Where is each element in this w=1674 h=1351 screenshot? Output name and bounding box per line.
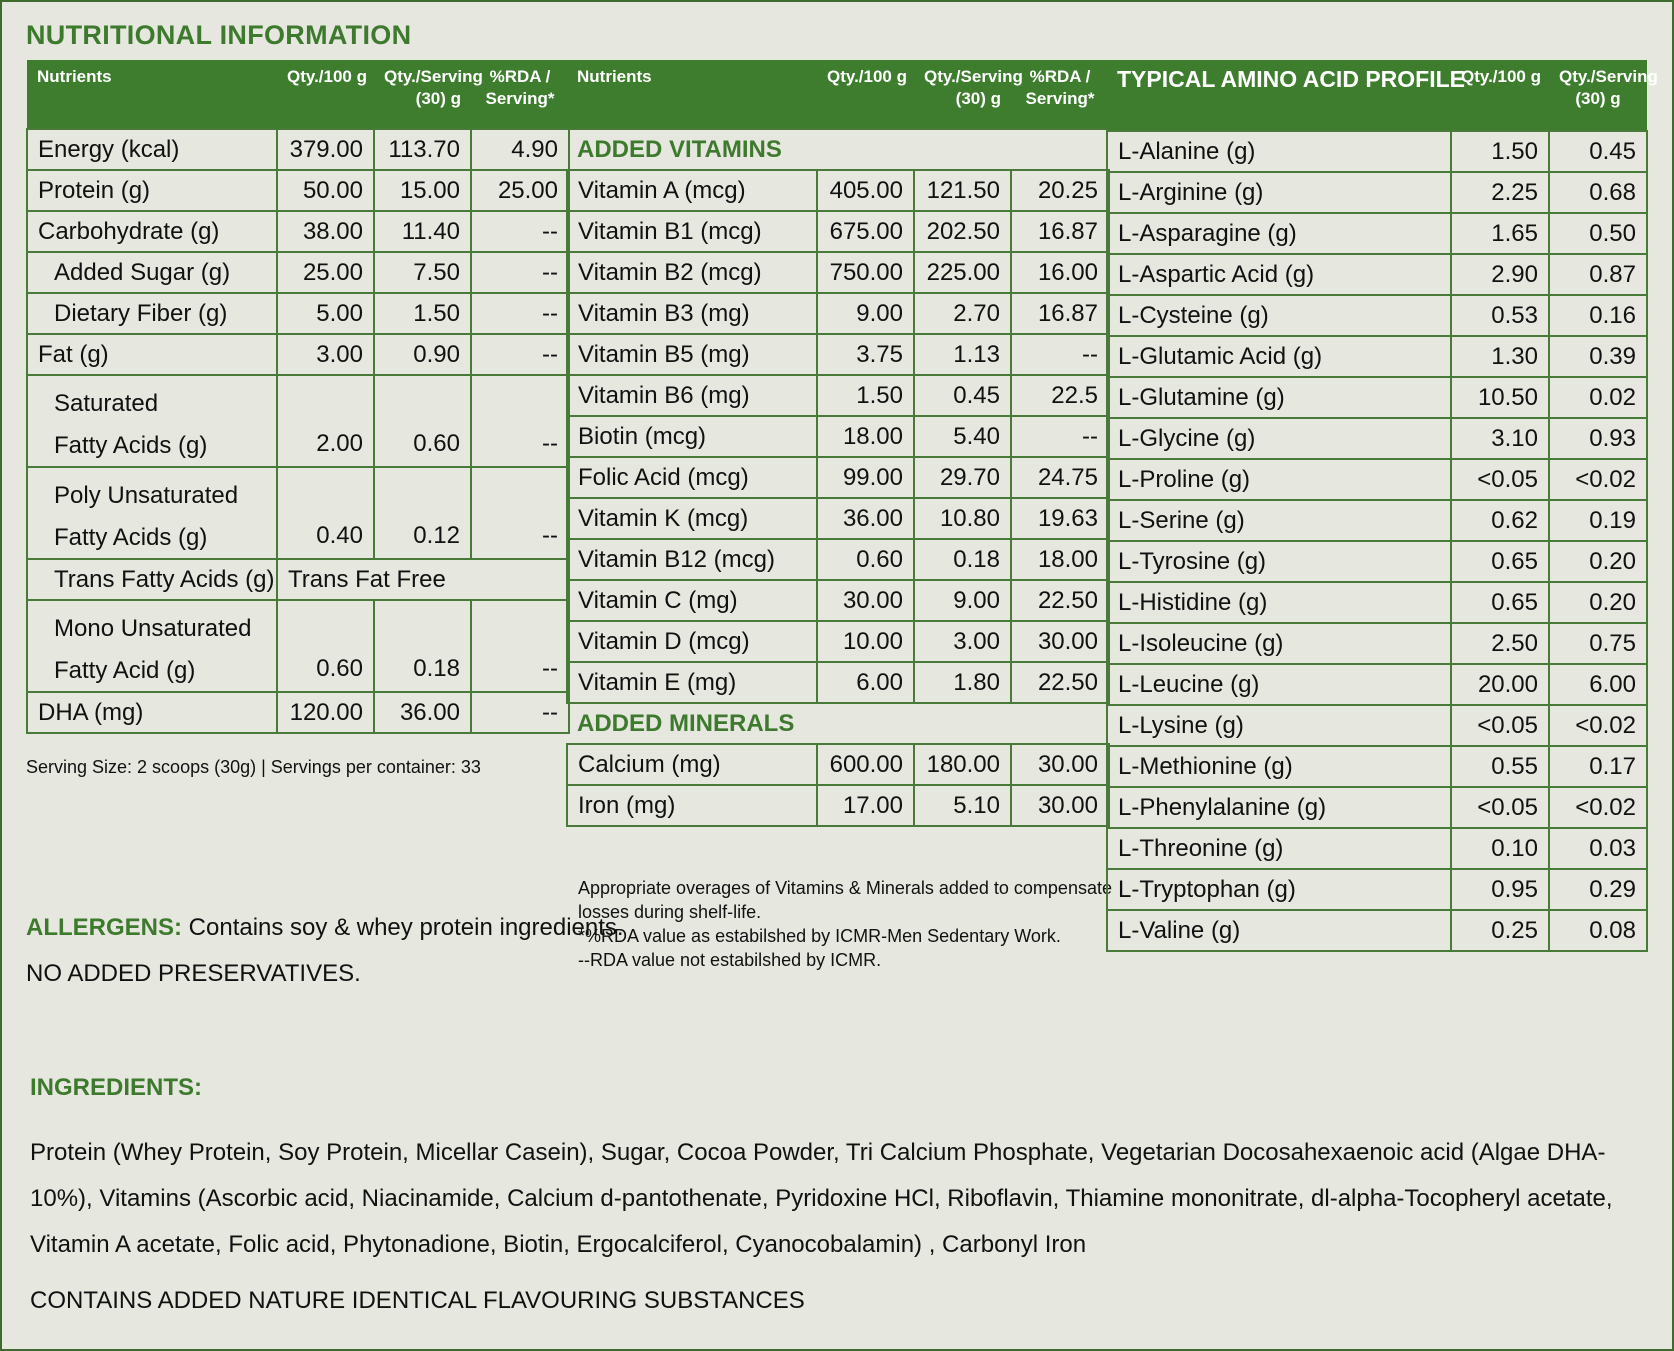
section-title-vitamins: ADDED VITAMINS <box>567 129 1109 170</box>
table-row <box>1107 254 1647 295</box>
qty-100g: 1.50 <box>817 375 914 416</box>
qty-100g: <0.05 <box>1451 705 1549 746</box>
header-qty-100g: Qty./100 g <box>277 60 374 129</box>
table-row <box>27 170 569 211</box>
qty-100g: 20.00 <box>1451 664 1549 705</box>
qty-100g: 0.95 <box>1451 869 1549 910</box>
qty-100g: 0.60 <box>277 600 374 692</box>
table-row <box>567 744 1109 785</box>
qty-serving: 7.50 <box>374 252 471 293</box>
nutrient-name: DHA (mg) <box>27 692 277 733</box>
table-row <box>27 334 569 375</box>
nutrient-name: Dietary Fiber (g) <box>27 293 277 334</box>
nutrient-name: Trans Fatty Acids (g) <box>27 559 277 600</box>
header-qty-100g: Qty./100 g <box>1451 60 1549 131</box>
qty-100g: 36.00 <box>817 498 914 539</box>
amino-name: L-Aspartic Acid (g) <box>1107 254 1451 295</box>
amino-name: L-Lysine (g) <box>1107 705 1451 746</box>
qty-serving: 0.45 <box>1549 131 1647 172</box>
amino-name: L-Tyrosine (g) <box>1107 541 1451 582</box>
qty-serving: 0.12 <box>374 467 471 559</box>
qty-100g: 10.00 <box>817 621 914 662</box>
qty-100g: 120.00 <box>277 692 374 733</box>
amino-name: L-Alanine (g) <box>1107 131 1451 172</box>
table-row <box>1107 705 1647 746</box>
qty-100g: 30.00 <box>817 580 914 621</box>
qty-serving: 202.50 <box>914 211 1011 252</box>
qty-100g: 0.65 <box>1451 582 1549 623</box>
qty-serving: 1.13 <box>914 334 1011 375</box>
qty-serving: 3.00 <box>914 621 1011 662</box>
nutrient-name: Mono Unsaturated Fatty Acid (g) <box>27 600 277 692</box>
qty-serving: 2.70 <box>914 293 1011 334</box>
nutrient-name: Added Sugar (g) <box>27 252 277 293</box>
footnote-line: Appropriate overages of Vitamins & Minerals added to compensate <box>578 878 1112 898</box>
rda-value: 18.00 <box>1011 539 1109 580</box>
qty-100g: 0.60 <box>817 539 914 580</box>
table-row <box>567 785 1109 826</box>
rda-value: -- <box>471 211 569 252</box>
qty-100g: 405.00 <box>817 170 914 211</box>
page-title: NUTRITIONAL INFORMATION <box>26 20 412 50</box>
qty-serving: 0.19 <box>1549 500 1647 541</box>
ingredients-text: Protein (Whey Protein, Soy Protein, Micellar Casein), Sugar, Cocoa Powder, Tri Calcium Phosphate, Vegetarian Docosahexaenoic acid (Algae DHA-10%), Vitamins (Ascorbic acid, Niacinamide, Calcium d-pantothenate, Pyridoxine HCl, Riboflavin, Thiamine mononitrate, dl-alpha-Tocopheryl acetate, Vitamin A acetate, Folic acid, Phytonadione, Biotin, Ergocalciferol, Cyanocobalamin) , Carbonyl Iron <box>30 1139 1613 1258</box>
qty-serving: 180.00 <box>914 744 1011 785</box>
footnote-line: losses during shelf-life. <box>578 902 762 922</box>
nutrient-name: Iron (mg) <box>567 785 817 826</box>
amino-name: L-Methionine (g) <box>1107 746 1451 787</box>
qty-serving: 225.00 <box>914 252 1011 293</box>
amino-name: L-Valine (g) <box>1107 910 1451 951</box>
amino-name: L-Glutamine (g) <box>1107 377 1451 418</box>
nutrient-name: Vitamin B5 (mg) <box>567 334 817 375</box>
qty-serving: 0.18 <box>374 600 471 692</box>
vitamins-minerals-table <box>566 60 1110 827</box>
rda-value: -- <box>471 334 569 375</box>
qty-100g: 600.00 <box>817 744 914 785</box>
amino-name: L-Glutamic Acid (g) <box>1107 336 1451 377</box>
qty-serving: 113.70 <box>374 129 471 170</box>
rda-value: 25.00 <box>471 170 569 211</box>
table-row <box>567 211 1109 252</box>
rda-value: -- <box>471 293 569 334</box>
nutrient-name: Vitamin B1 (mcg) <box>567 211 817 252</box>
header-qty-serving: Qty./Serving (30) g <box>1549 60 1647 131</box>
rda-value: -- <box>1011 334 1109 375</box>
qty-serving: 0.18 <box>914 539 1011 580</box>
qty-serving: 1.50 <box>374 293 471 334</box>
table-row <box>1107 910 1647 951</box>
rda-value: 22.50 <box>1011 662 1109 703</box>
qty-serving: <0.02 <box>1549 459 1647 500</box>
qty-100g: 6.00 <box>817 662 914 703</box>
nutrient-name: Vitamin D (mcg) <box>567 621 817 662</box>
qty-100g: 750.00 <box>817 252 914 293</box>
nutrient-name: Vitamin B3 (mg) <box>567 293 817 334</box>
qty-serving: 0.39 <box>1549 336 1647 377</box>
footnote-line: --RDA value not estabilshed by ICMR. <box>578 950 882 970</box>
qty-100g: 9.00 <box>817 293 914 334</box>
qty-serving: 0.16 <box>1549 295 1647 336</box>
qty-serving: 5.40 <box>914 416 1011 457</box>
qty-100g: 2.50 <box>1451 623 1549 664</box>
ingredients-title: INGREDIENTS: <box>30 1074 203 1101</box>
nutrient-name: Protein (g) <box>27 170 277 211</box>
qty-serving: 29.70 <box>914 457 1011 498</box>
nutrient-name: Calcium (mg) <box>567 744 817 785</box>
table-row <box>567 539 1109 580</box>
table-row <box>1107 131 1647 172</box>
qty-100g: 675.00 <box>817 211 914 252</box>
amino-name: L-Glycine (g) <box>1107 418 1451 459</box>
qty-100g: 3.10 <box>1451 418 1549 459</box>
nutrient-name: Poly Unsaturated Fatty Acids (g) <box>27 467 277 559</box>
header-rda: %RDA / Serving* <box>471 60 569 129</box>
rda-value: -- <box>471 692 569 733</box>
table-row <box>567 293 1109 334</box>
rda-value: 16.00 <box>1011 252 1109 293</box>
qty-100g: 0.62 <box>1451 500 1549 541</box>
qty-100g: 0.10 <box>1451 828 1549 869</box>
qty-serving: 0.17 <box>1549 746 1647 787</box>
rda-value: 22.5 <box>1011 375 1109 416</box>
table-row <box>1107 295 1647 336</box>
header-qty-serving: Qty./Serving (30) g <box>914 60 1011 129</box>
qty-100g: 379.00 <box>277 129 374 170</box>
qty-serving: 0.08 <box>1549 910 1647 951</box>
table-row <box>27 692 569 733</box>
amino-body <box>1107 131 1647 951</box>
qty-100g: 2.90 <box>1451 254 1549 295</box>
qty-serving: 0.75 <box>1549 623 1647 664</box>
rda-value: 16.87 <box>1011 211 1109 252</box>
rda-value: 30.00 <box>1011 744 1109 785</box>
table-row <box>27 293 569 334</box>
qty-100g: 18.00 <box>817 416 914 457</box>
section-row <box>567 129 1109 170</box>
rda-value: -- <box>471 467 569 559</box>
nutrient-name: Vitamin E (mg) <box>567 662 817 703</box>
qty-serving: 0.68 <box>1549 172 1647 213</box>
qty-serving: 5.10 <box>914 785 1011 826</box>
table-row <box>567 170 1109 211</box>
qty-serving: 121.50 <box>914 170 1011 211</box>
table-row <box>1107 746 1647 787</box>
header-qty-serving: Qty./Serving (30) g <box>374 60 471 129</box>
footnotes <box>578 876 1112 972</box>
table-row <box>27 559 569 600</box>
table-row <box>27 129 569 170</box>
table-row <box>1107 623 1647 664</box>
qty-serving: 0.45 <box>914 375 1011 416</box>
qty-100g: <0.05 <box>1451 787 1549 828</box>
nutrient-name: Folic Acid (mcg) <box>567 457 817 498</box>
nutrient-name: Saturated Fatty Acids (g) <box>27 375 277 467</box>
qty-100g: 10.50 <box>1451 377 1549 418</box>
qty-100g: 1.65 <box>1451 213 1549 254</box>
rda-value: -- <box>471 375 569 467</box>
qty-serving: 0.90 <box>374 334 471 375</box>
section-title-minerals: ADDED MINERALS <box>567 703 1109 744</box>
qty-serving: 0.50 <box>1549 213 1647 254</box>
amino-name: L-Tryptophan (g) <box>1107 869 1451 910</box>
table-row <box>1107 459 1647 500</box>
table-row <box>1107 664 1647 705</box>
table-row <box>27 600 569 692</box>
table-row <box>27 211 569 252</box>
allergen-label: ALLERGENS: <box>26 914 182 941</box>
trans-fat-value: Trans Fat Free <box>277 559 569 600</box>
table-row <box>1107 377 1647 418</box>
table-row <box>27 467 569 559</box>
amino-name: L-Histidine (g) <box>1107 582 1451 623</box>
table-row <box>1107 869 1647 910</box>
qty-100g: 5.00 <box>277 293 374 334</box>
qty-100g: 50.00 <box>277 170 374 211</box>
allergen-block <box>26 905 624 997</box>
qty-100g: 0.25 <box>1451 910 1549 951</box>
qty-100g: 3.00 <box>277 334 374 375</box>
amino-acid-table <box>1106 60 1658 952</box>
qty-100g: 2.00 <box>277 375 374 467</box>
qty-100g: 3.75 <box>817 334 914 375</box>
header-qty-100g: Qty./100 g <box>817 60 914 129</box>
qty-serving: 0.60 <box>374 375 471 467</box>
rda-value: 16.87 <box>1011 293 1109 334</box>
qty-serving: 0.03 <box>1549 828 1647 869</box>
qty-serving: <0.02 <box>1549 705 1647 746</box>
rda-value: 20.25 <box>1011 170 1109 211</box>
table-row <box>1107 541 1647 582</box>
table-row <box>567 662 1109 703</box>
qty-100g: 0.55 <box>1451 746 1549 787</box>
qty-100g: 25.00 <box>277 252 374 293</box>
header-rda: %RDA / Serving* <box>1011 60 1109 129</box>
qty-100g: 2.25 <box>1451 172 1549 213</box>
nutrient-name: Biotin (mcg) <box>567 416 817 457</box>
nutrient-name: Energy (kcal) <box>27 129 277 170</box>
allergen-text: Contains soy & whey protein ingredients. <box>182 914 624 941</box>
rda-value: 30.00 <box>1011 621 1109 662</box>
nutrient-name: Vitamin B2 (mcg) <box>567 252 817 293</box>
qty-100g: 1.50 <box>1451 131 1549 172</box>
amino-name: L-Proline (g) <box>1107 459 1451 500</box>
nutrient-name: Vitamin A (mcg) <box>567 170 817 211</box>
qty-serving: 0.93 <box>1549 418 1647 459</box>
amino-name: L-Isoleucine (g) <box>1107 623 1451 664</box>
qty-100g: <0.05 <box>1451 459 1549 500</box>
qty-100g: 0.53 <box>1451 295 1549 336</box>
allergen-line <box>26 905 624 951</box>
nutrients-table <box>26 60 570 734</box>
table-row <box>567 334 1109 375</box>
table-row <box>567 621 1109 662</box>
table-row <box>567 457 1109 498</box>
qty-serving: 0.29 <box>1549 869 1647 910</box>
table-row <box>1107 418 1647 459</box>
rda-value: -- <box>471 600 569 692</box>
table-header-row <box>1107 60 1647 131</box>
rda-value: 19.63 <box>1011 498 1109 539</box>
qty-serving: 15.00 <box>374 170 471 211</box>
amino-name: L-Phenylalanine (g) <box>1107 787 1451 828</box>
qty-serving: 0.20 <box>1549 582 1647 623</box>
table-row <box>1107 213 1647 254</box>
qty-100g: 0.65 <box>1451 541 1549 582</box>
qty-serving: 6.00 <box>1549 664 1647 705</box>
table-row <box>1107 582 1647 623</box>
qty-serving: 11.40 <box>374 211 471 252</box>
rda-value: -- <box>1011 416 1109 457</box>
qty-100g: 38.00 <box>277 211 374 252</box>
amino-name: L-Serine (g) <box>1107 500 1451 541</box>
nutrient-name: Vitamin C (mg) <box>567 580 817 621</box>
flavouring-note: CONTAINS ADDED NATURE IDENTICAL FLAVOURING SUBSTANCES <box>30 1287 805 1314</box>
qty-100g: 99.00 <box>817 457 914 498</box>
qty-100g: 17.00 <box>817 785 914 826</box>
table-row <box>567 580 1109 621</box>
table-row <box>1107 172 1647 213</box>
amino-name: L-Leucine (g) <box>1107 664 1451 705</box>
rda-value: 4.90 <box>471 129 569 170</box>
qty-serving: 10.80 <box>914 498 1011 539</box>
qty-serving: 9.00 <box>914 580 1011 621</box>
table-row <box>567 498 1109 539</box>
qty-serving: 0.20 <box>1549 541 1647 582</box>
amino-name: L-Asparagine (g) <box>1107 213 1451 254</box>
table-header-row <box>567 60 1109 129</box>
table-row <box>1107 336 1647 377</box>
nutrient-name: Vitamin B12 (mcg) <box>567 539 817 580</box>
table-row <box>27 252 569 293</box>
qty-100g: 1.30 <box>1451 336 1549 377</box>
table-row <box>567 252 1109 293</box>
qty-serving: 1.80 <box>914 662 1011 703</box>
nutrient-name: Vitamin B6 (mg) <box>567 375 817 416</box>
amino-name: L-Cysteine (g) <box>1107 295 1451 336</box>
rda-value: 30.00 <box>1011 785 1109 826</box>
qty-serving: 0.87 <box>1549 254 1647 295</box>
vitamins-body <box>567 129 1109 826</box>
section-row <box>567 703 1109 744</box>
qty-serving: 36.00 <box>374 692 471 733</box>
nutrient-name: Vitamin K (mcg) <box>567 498 817 539</box>
table-row <box>1107 500 1647 541</box>
qty-100g: 0.40 <box>277 467 374 559</box>
table-row <box>567 375 1109 416</box>
table-row <box>567 416 1109 457</box>
nutrients-body <box>27 129 569 733</box>
table-row <box>1107 787 1647 828</box>
header-nutrients: Nutrients <box>567 60 817 129</box>
header-amino-title: TYPICAL AMINO ACID PROFILE <box>1107 60 1451 131</box>
amino-name: L-Threonine (g) <box>1107 828 1451 869</box>
amino-name: L-Arginine (g) <box>1107 172 1451 213</box>
table-row <box>27 375 569 467</box>
rda-value: 24.75 <box>1011 457 1109 498</box>
serving-note: Serving Size: 2 scoops (30g) | Servings per container: 33 <box>26 757 481 777</box>
table-row <box>1107 828 1647 869</box>
rda-value: -- <box>471 252 569 293</box>
table-header-row <box>27 60 569 129</box>
nutrient-name: Carbohydrate (g) <box>27 211 277 252</box>
qty-serving: 0.02 <box>1549 377 1647 418</box>
rda-value: 22.50 <box>1011 580 1109 621</box>
nutrient-name: Fat (g) <box>27 334 277 375</box>
preservatives-text: NO ADDED PRESERVATIVES. <box>26 960 361 987</box>
qty-serving: <0.02 <box>1549 787 1647 828</box>
footnote-line: *%RDA value as estabilshed by ICMR-Men Sedentary Work. <box>578 926 1061 946</box>
header-nutrients: Nutrients <box>27 60 277 129</box>
